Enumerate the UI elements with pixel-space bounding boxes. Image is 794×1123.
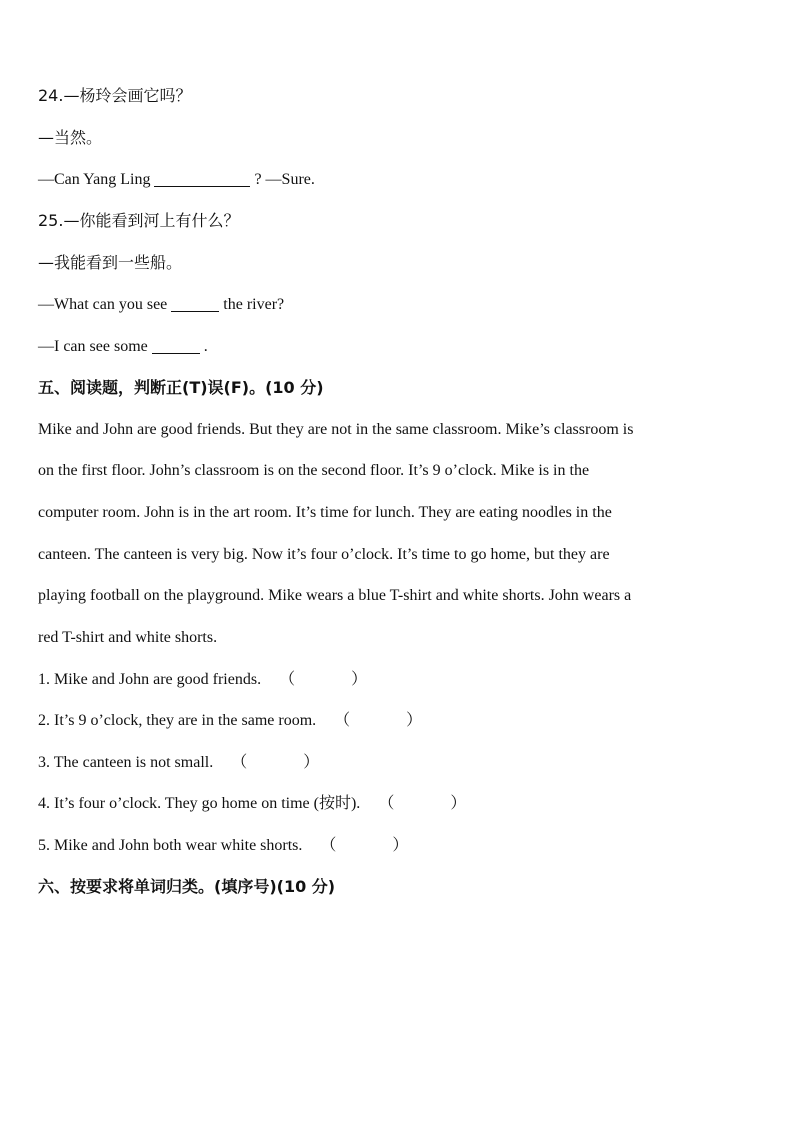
statement-3 <box>38 753 319 773</box>
statement-text: 4. It’s four o’clock. They go home on time (按时). <box>38 795 361 812</box>
statement-text: 2. It’s 9 o’clock, they are in the same room. <box>38 712 317 729</box>
statement-text: 5. Mike and John both wear white shorts. <box>38 837 303 854</box>
q24-chinese-answer: —当然。 <box>38 128 103 147</box>
q25-english-answer <box>38 337 208 357</box>
q25-question-prefix: —What can you see <box>38 296 168 313</box>
q25-answer-suffix: . <box>203 338 208 355</box>
q24-chinese-question: 24.—杨玲会画它吗？ <box>38 86 192 105</box>
statement-1 <box>38 670 367 690</box>
answer-paren-close[interactable]: ） <box>392 837 409 854</box>
statement-5 <box>38 836 408 856</box>
passage-line: computer room. John is in the art room. It’s time for lunch. They are eating noodles in the <box>38 504 612 521</box>
q25-answer-blank[interactable] <box>152 337 200 354</box>
section-six-heading: 六、按要求将单词归类。(填序号)(10 分) <box>38 877 336 896</box>
statement-2 <box>38 711 422 731</box>
answer-paren-close[interactable]: ） <box>450 795 467 812</box>
q25-chinese-answer: —我能看到一些船。 <box>38 253 183 272</box>
answer-paren-close[interactable]: ） <box>303 754 320 771</box>
q24-english-line <box>38 170 315 190</box>
passage-line: on the first floor. John’s classroom is on the second floor. It’s 9 o’clock. Mike is in the <box>38 462 590 479</box>
answer-paren-close[interactable]: ） <box>351 671 368 688</box>
q25-question-blank[interactable] <box>171 295 219 312</box>
q24-answer-blank[interactable] <box>154 170 250 187</box>
q24-english-prefix: —Can Yang Ling <box>38 171 151 188</box>
q24-english-suffix: ? —Sure. <box>254 171 315 188</box>
q25-english-question <box>38 295 284 315</box>
passage-line: red T-shirt and white shorts. <box>38 629 218 646</box>
answer-paren-close[interactable]: ） <box>406 712 423 729</box>
statement-text: 3. The canteen is not small. <box>38 754 214 771</box>
q25-answer-prefix: —I can see some <box>38 338 148 355</box>
statement-4 <box>38 794 466 814</box>
answer-paren-open: （ <box>320 837 337 854</box>
passage-line: Mike and John are good friends. But they are not in the same classroom. Mike’s classroom is <box>38 421 634 438</box>
answer-paren-open: （ <box>231 754 248 771</box>
answer-paren-open: （ <box>378 795 395 812</box>
answer-paren-open: （ <box>334 712 351 729</box>
q25-chinese-question: 25.—你能看到河上有什么？ <box>38 211 240 230</box>
answer-paren-open: （ <box>279 671 296 688</box>
section-five-heading: 五、阅读题，判断正(T)误(F)。(10 分) <box>38 378 324 397</box>
passage-line: playing football on the playground. Mike wears a blue T-shirt and white shorts. John wears a <box>38 587 632 604</box>
q25-question-suffix: the river? <box>223 296 285 313</box>
statement-text: 1. Mike and John are good friends. <box>38 671 262 688</box>
passage-line: canteen. The canteen is very big. Now it’s four o’clock. It’s time to go home, but they are <box>38 546 610 563</box>
